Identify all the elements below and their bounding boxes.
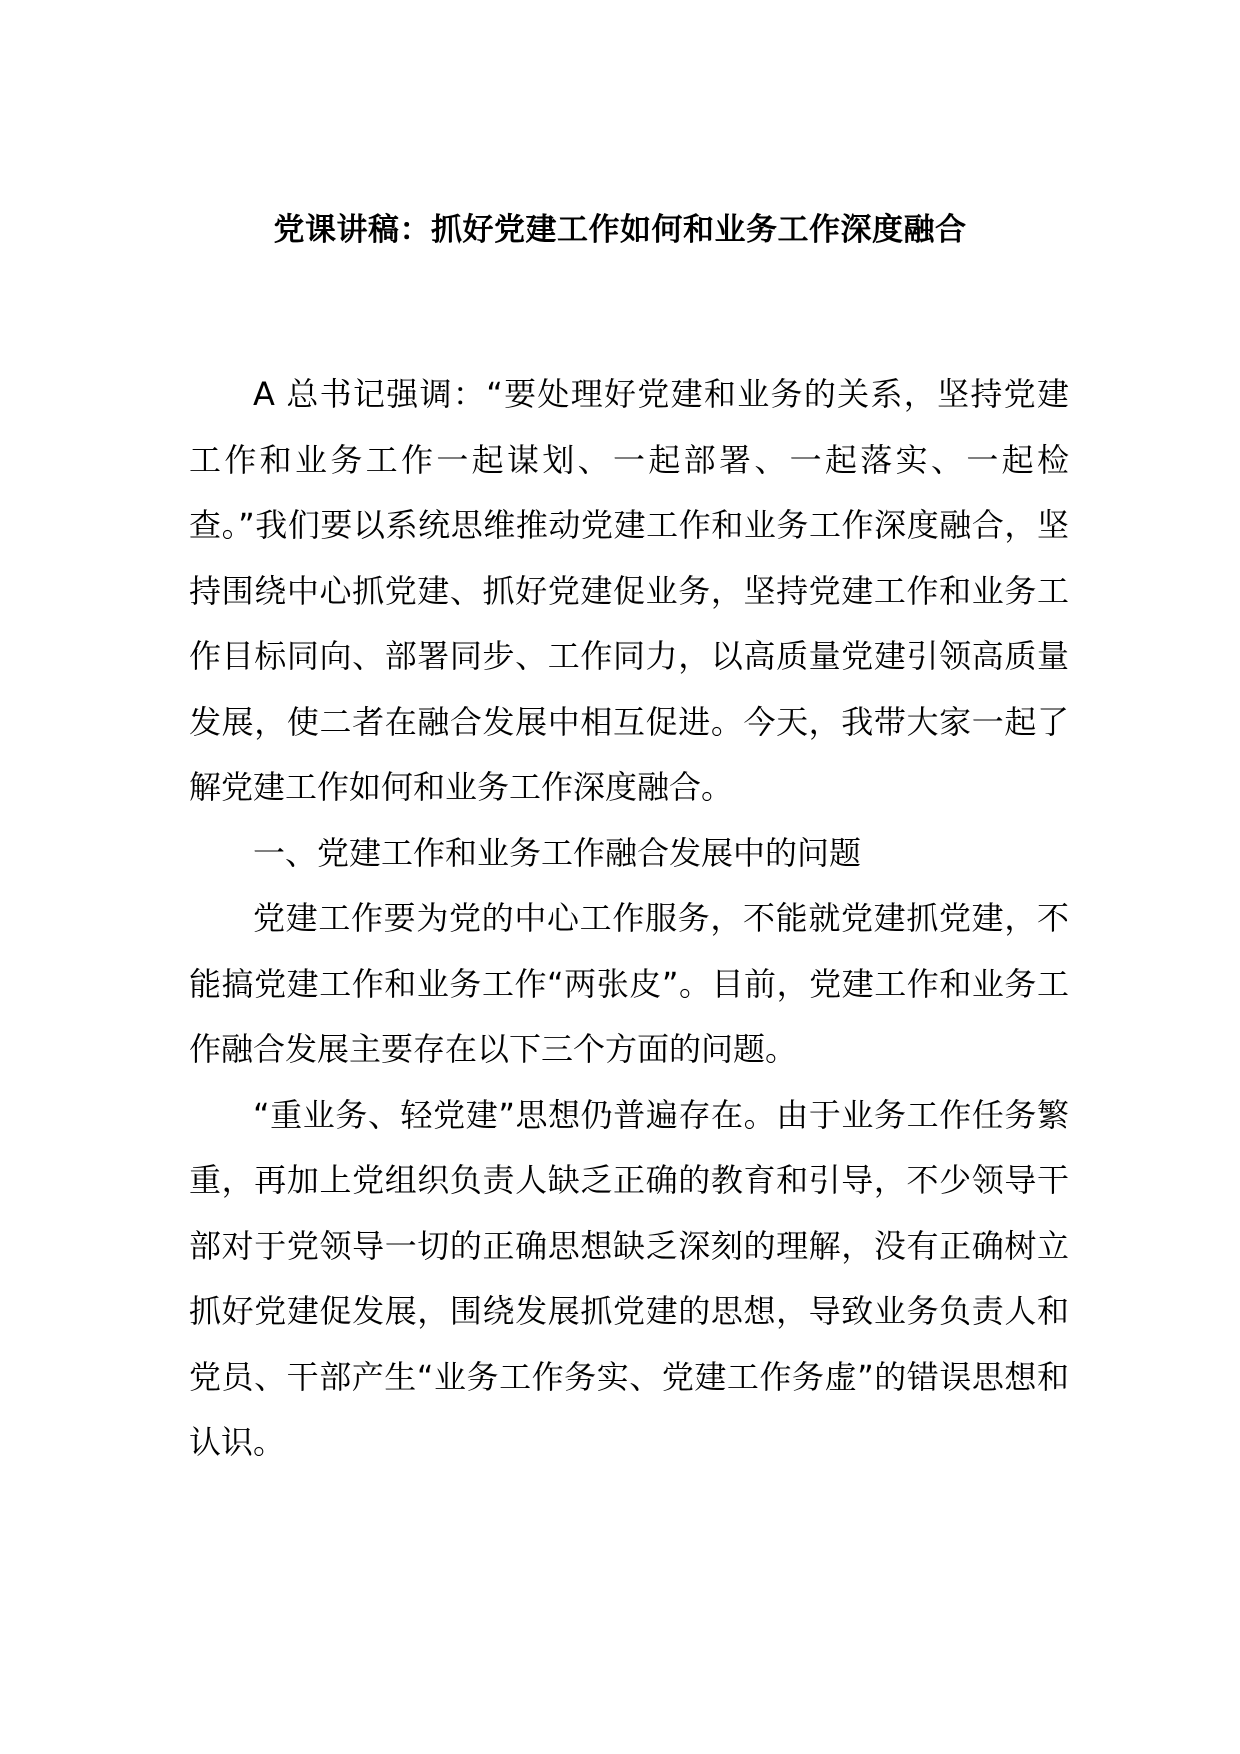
- document-body: [189, 362, 1069, 1476]
- document-title: 党课讲稿：抓好党建工作如何和业务工作深度融合: [273, 212, 967, 248]
- paragraph-problem-1: “重业务、轻党建”思想仍普遍存在。由于业务工作任务繁重，再加上党组织负责人缺乏正确的教育和引导，不少领导干部对于党领导一切的正确思想缺乏深刻的理解，没有正确树立抓好党建促发展，围绕发展抓党建的思想，导致业务负责人和党员、干部产生“业务工作务实、党建工作务虚”的错误思想和认识。: [189, 1095, 1069, 1461]
- paragraph-intro: A 总书记强调：“要处理好党建和业务的关系，坚持党建工作和业务工作一起谋划、一起部署、一起落实、一起检查。”我们要以系统思维推动党建工作和业务工作深度融合，坚持围绕中心抓党建、抓好党建促业务，坚持党建工作和业务工作目标同向、部署同步、工作同力，以高质量党建引领高质量发展，使二者在融合发展中相互促进。今天，我带大家一起了解党建工作如何和业务工作深度融合。: [189, 375, 1069, 806]
- paragraph-section-1-intro: 党建工作要为党的中心工作服务，不能就党建抓党建，不能搞党建工作和业务工作“两张皮”。目前，党建工作和业务工作融合发展主要存在以下三个方面的问题。: [189, 899, 1069, 1068]
- section-heading-1: 一、党建工作和业务工作融合发展中的问题: [253, 833, 862, 872]
